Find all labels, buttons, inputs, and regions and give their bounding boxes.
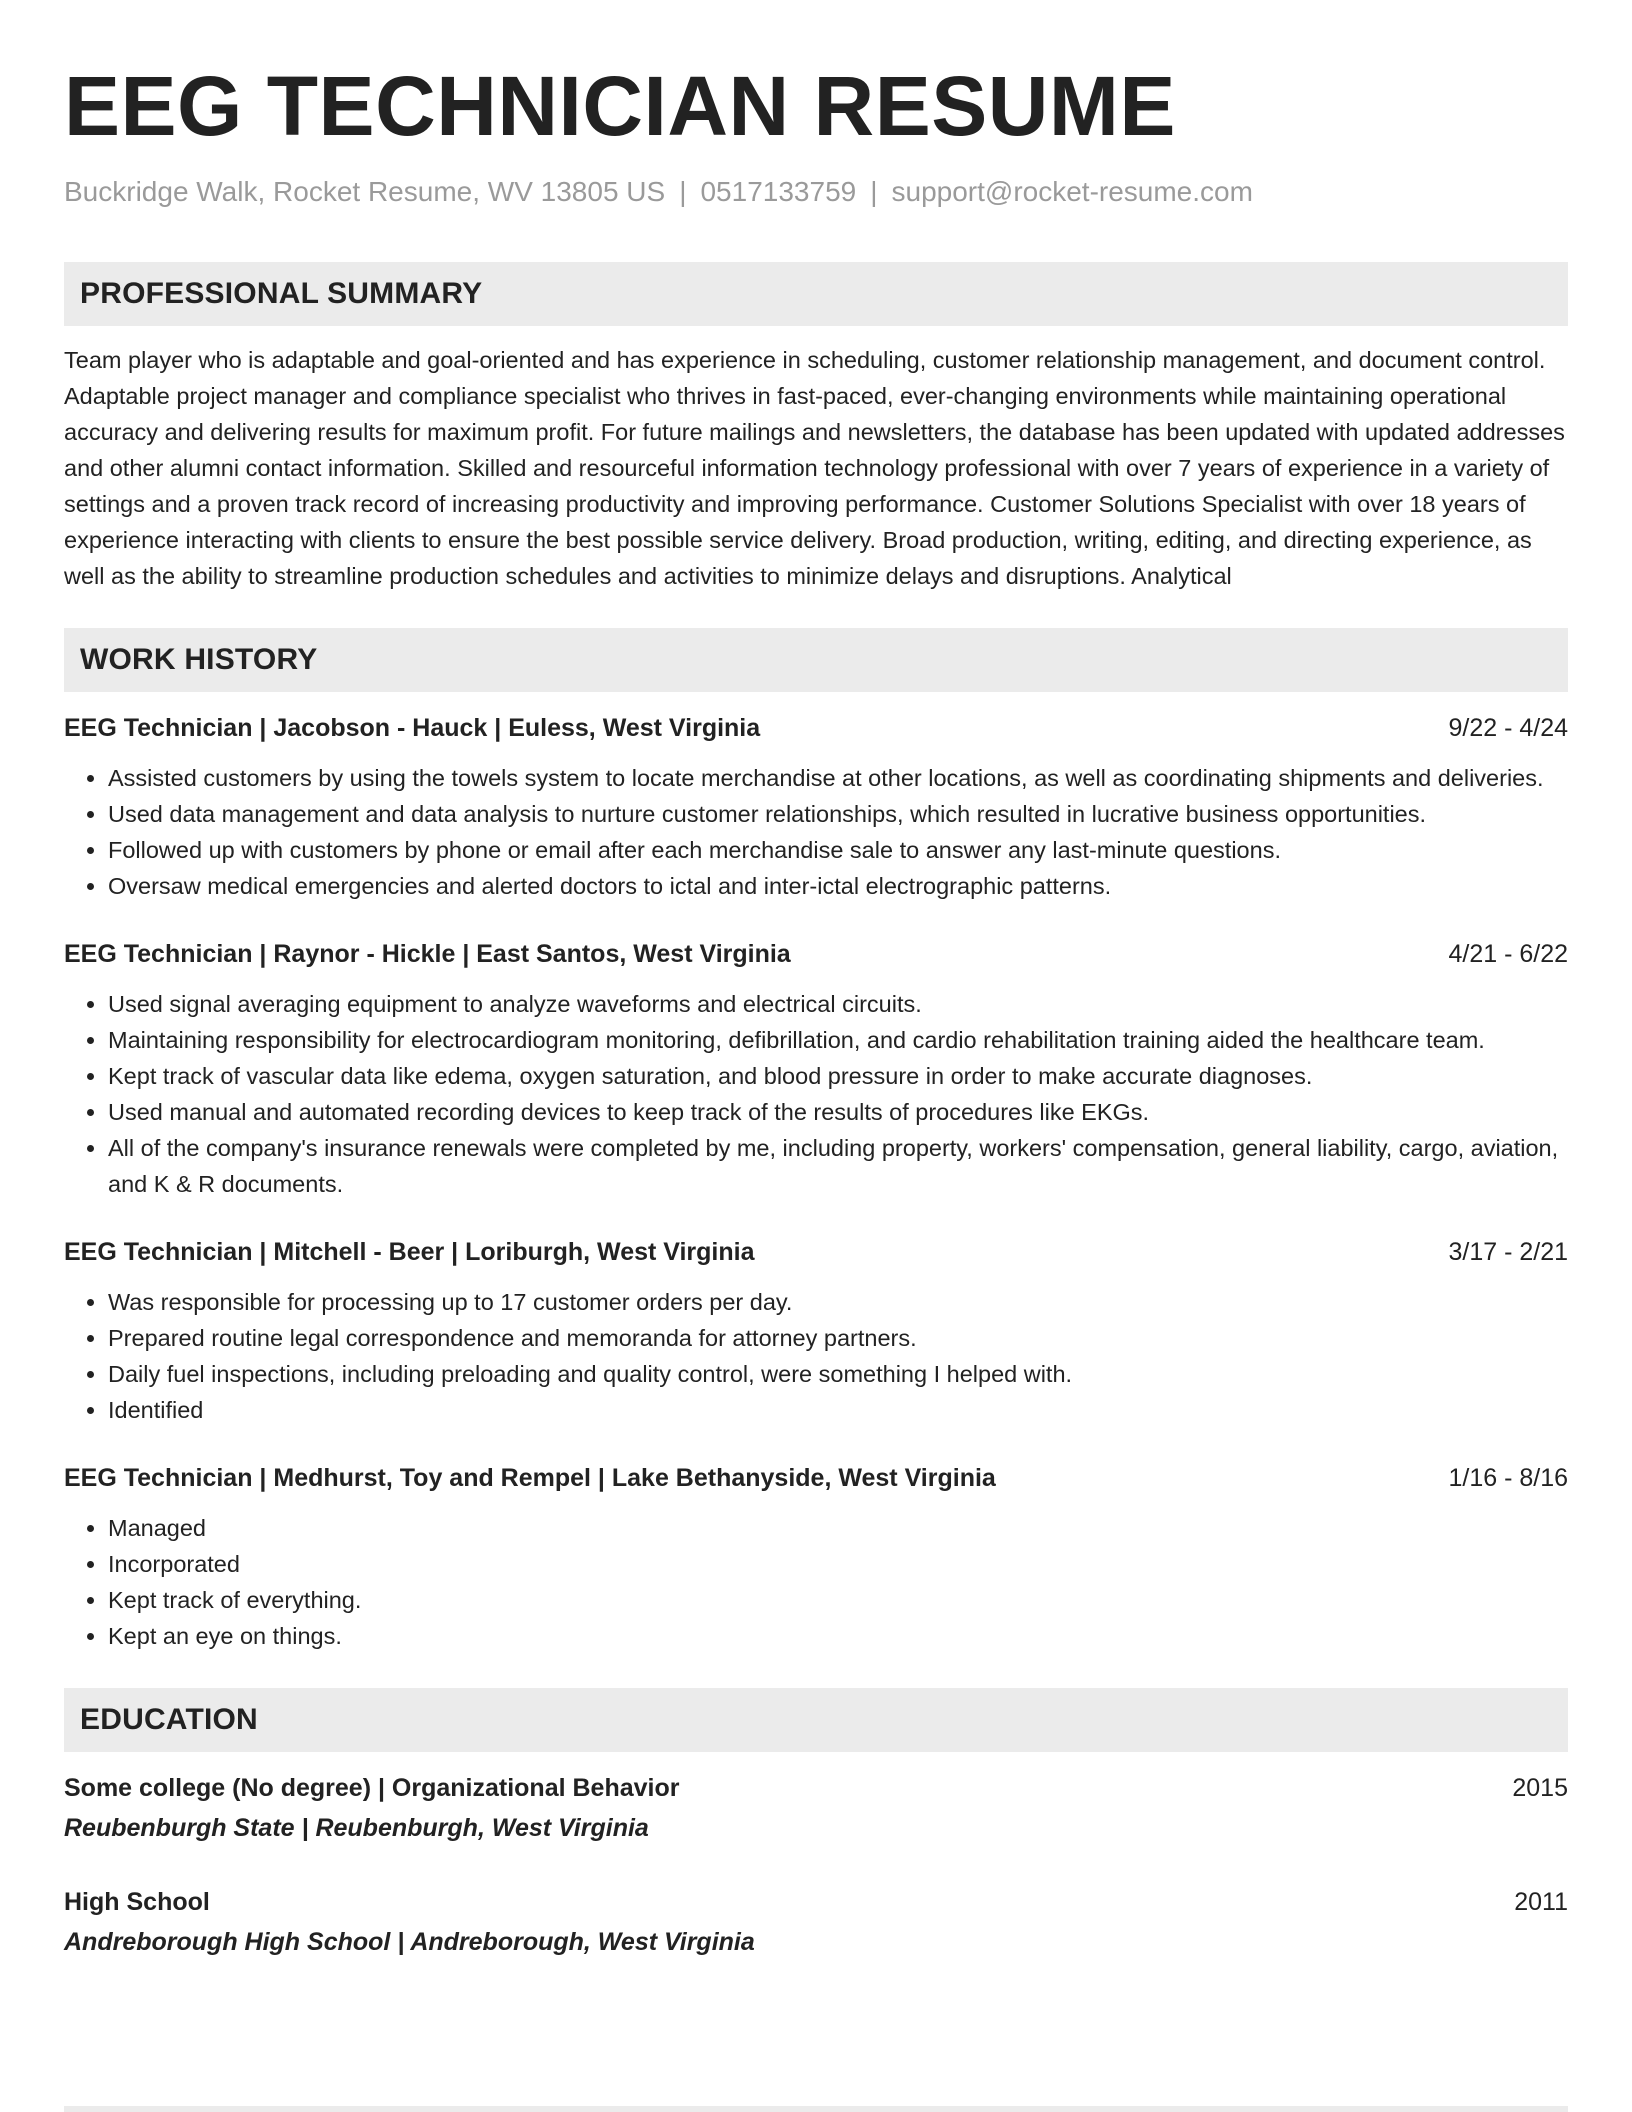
next-section-header-edge [64,2106,1568,2112]
job-bullet: • Managed [108,1510,1568,1546]
job-title: EEG Technician | Mitchell - Beer | Loriburgh, West Virginia [64,1238,755,1266]
job-bullet: • Kept an eye on things. [108,1618,1568,1654]
education-year: 2015 [1512,1774,1568,1802]
job-bullet: • Oversaw medical emergencies and alerted doctors to ictal and inter-ictal electrographic patterns. [108,868,1568,904]
section-header-work-history: WORK HISTORY [64,628,1568,692]
education-year: 2011 [1514,1888,1568,1916]
job-bullet: • Followed up with customers by phone or email after each merchandise sale to answer any last-minute questions. [108,832,1568,868]
education-header [64,1770,1568,1806]
job-entry [64,1460,1568,1654]
job-bullet: • Used signal averaging equipment to analyze waveforms and electrical circuits. [108,986,1568,1022]
resume-title: EEG TECHNICIAN RESUME [64,59,1176,153]
job-header [64,710,1568,746]
job-bullet: • Maintaining responsibility for electrocardiogram monitoring, defibrillation, and cardio rehabilitation training aided the healthcare team. [108,1022,1568,1058]
contact-address: Buckridge Walk, Rocket Resume, WV 13805 US [64,176,666,207]
education-school: Reubenburgh State | Reubenburgh, West Virginia [64,1814,649,1842]
job-bullets [64,760,1568,904]
education-school: Andreborough High School | Andreborough, West Virginia [64,1928,755,1956]
job-entry [64,1234,1568,1428]
education-degree: High School [64,1888,210,1916]
job-dates: 9/22 - 4/24 [1448,714,1568,742]
education-header [64,1884,1568,1920]
job-title: EEG Technician | Raynor - Hickle | East Santos, West Virginia [64,940,791,968]
job-bullet: • Used manual and automated recording devices to keep track of the results of procedures like EKGs. [108,1094,1568,1130]
job-bullet: • Kept track of vascular data like edema, oxygen saturation, and blood pressure in order to make accurate diagnoses. [108,1058,1568,1094]
job-bullet: • Daily fuel inspections, including preloading and quality control, were something I helped with. [108,1356,1568,1392]
contact-line [64,174,1568,210]
job-header [64,1234,1568,1270]
job-dates: 4/21 - 6/22 [1448,940,1568,968]
section-header-summary: PROFESSIONAL SUMMARY [64,262,1568,326]
job-bullet: • Kept track of everything. [108,1582,1568,1618]
job-bullet: • Incorporated [108,1546,1568,1582]
contact-email: support@rocket-resume.com [891,176,1253,207]
job-bullets [64,986,1568,1202]
job-bullet: • Used data management and data analysis to nurture customer relationships, which resulted in lucrative business opportunities. [108,796,1568,832]
job-dates: 1/16 - 8/16 [1448,1464,1568,1492]
job-dates: 3/17 - 2/21 [1448,1238,1568,1266]
job-entry [64,710,1568,904]
education-entry [64,1884,1568,1960]
job-header [64,1460,1568,1496]
job-bullets [64,1510,1568,1654]
section-header-education: EDUCATION [64,1688,1568,1752]
job-title: EEG Technician | Medhurst, Toy and Rempel | Lake Bethanyside, West Virginia [64,1464,996,1492]
contact-separator: | [679,176,687,207]
contact-phone: 0517133759 [700,176,857,207]
education-entry [64,1770,1568,1846]
job-header [64,936,1568,972]
job-title: EEG Technician | Jacobson - Hauck | Euless, West Virginia [64,714,761,742]
job-bullets [64,1284,1568,1428]
job-bullet: • Identified [108,1392,1568,1428]
job-bullet: • Was responsible for processing up to 17 customer orders per day. [108,1284,1568,1320]
job-bullet: • All of the company's insurance renewals were completed by me, including property, workers' compensation, general liability, cargo, aviation, and K & R documents. [108,1130,1568,1202]
education-degree: Some college (No degree) | Organizational Behavior [64,1774,680,1802]
job-bullet: • Assisted customers by using the towels system to locate merchandise at other locations, as well as coordinating shipments and deliveries. [108,760,1568,796]
contact-separator: | [870,176,878,207]
job-bullet: • Prepared routine legal correspondence and memoranda for attorney partners. [108,1320,1568,1356]
job-entry [64,936,1568,1202]
summary-text: Team player who is adaptable and goal-oriented and has experience in scheduling, customer relationship management, and document control. Adaptable project manager and compliance specialist who thrives in fast-paced, ever-changing environments while maintaining operational accuracy and delivering results for maximum profit. For future mailings and newsletters, the database has been updated with updated addresses and other alumni contact information. Skilled and resourceful information technology professional with over 7 years of experience in a variety of settings and a proven track record of increasing productivity and improving performance. Customer Solutions Specialist with over 18 years of experience interacting with clients to ensure the best possible service delivery. Broad production, writing, editing, and directing experience, as well as the ability to streamline production schedules and activities to minimize delays and disruptions. Analytical [64,347,1565,589]
